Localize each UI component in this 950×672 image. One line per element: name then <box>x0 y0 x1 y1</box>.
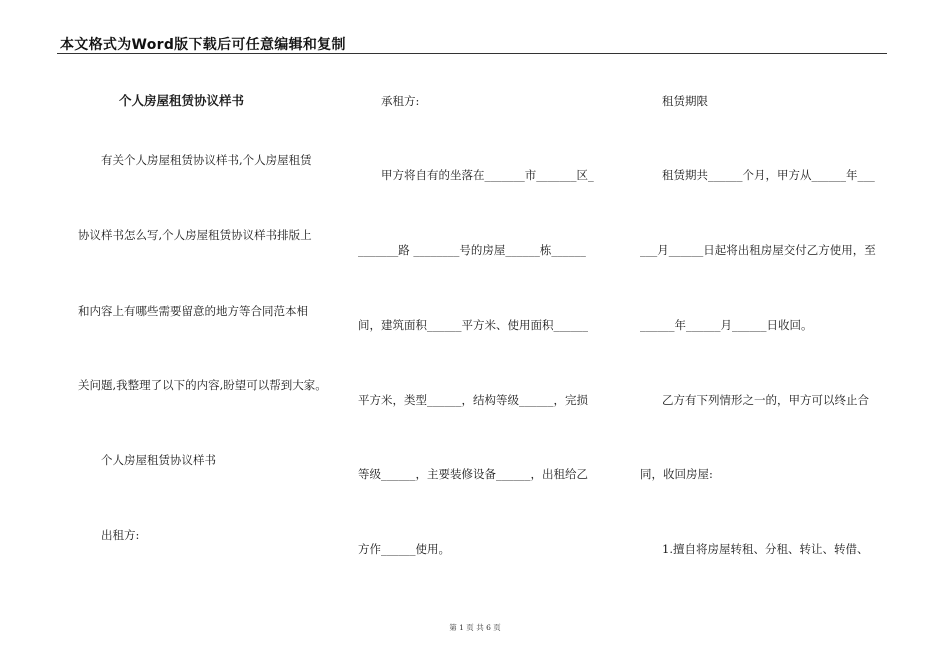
paragraph-line: 等级______，主要装修设备______，出租给乙 <box>358 467 588 481</box>
document-header-title: 本文格式为Word版下载后可任意编辑和复制 <box>60 37 346 53</box>
lease-term-heading: 租赁期限 <box>662 94 708 108</box>
paragraph-line: 有关个人房屋租赁协议样书,个人房屋租赁 <box>101 153 312 167</box>
paragraph-line: 甲方将自有的坐落在_______市_______区_ <box>381 168 594 182</box>
paragraph-line: ______年______月______日收回。 <box>640 318 813 332</box>
lessee-label: 承租方: <box>381 94 420 108</box>
lessor-label: 出租方: <box>101 528 140 542</box>
header-divider <box>57 53 887 54</box>
paragraph-line: 协议样书怎么写,个人房屋租赁协议样书排版上 <box>78 228 312 242</box>
paragraph-line: 1.擅自将房屋转租、分租、转让、转借、 <box>662 542 869 556</box>
paragraph-line: 间，建筑面积______平方米、使用面积______ <box>358 318 588 332</box>
paragraph-line: 方作______使用。 <box>358 542 450 556</box>
paragraph-line: 租赁期共______个月，甲方从______年___ <box>662 168 875 182</box>
page-number-footer: 第 1 页 共 6 页 <box>449 623 501 632</box>
paragraph-line: 乙方有下列情形之一的，甲方可以终止合 <box>662 393 869 407</box>
paragraph-line: 平方米，类型______，结构等级______，完损 <box>358 393 588 407</box>
paragraph-line: ___月______日起将出租房屋交付乙方使用，至 <box>640 243 876 257</box>
document-title: 个人房屋租赁协议样书 <box>119 93 245 108</box>
paragraph-line: 同，收回房屋: <box>640 467 713 481</box>
paragraph-line: 关问题,我整理了以下的内容,盼望可以帮到大家。 <box>78 378 327 392</box>
section-heading: 个人房屋租赁协议样书 <box>101 453 216 467</box>
paragraph-line: 和内容上有哪些需要留意的地方等合同范本相 <box>78 304 308 318</box>
paragraph-line: _______路 ________号的房屋______栋______ <box>358 243 586 257</box>
